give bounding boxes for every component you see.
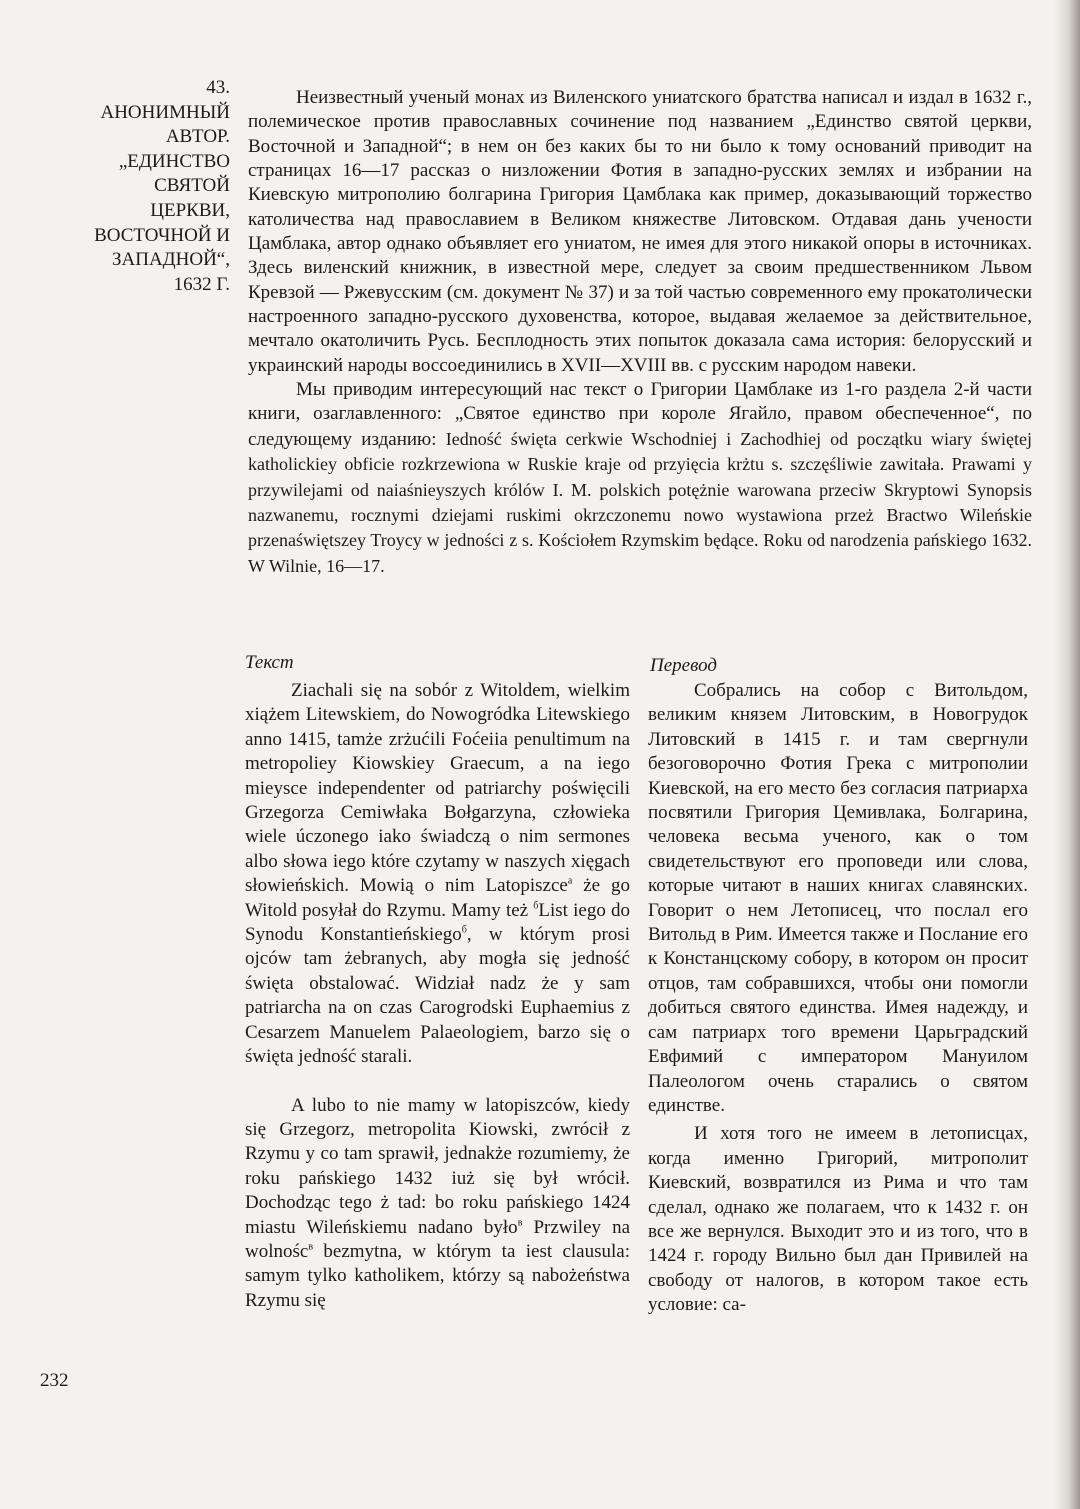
- footnote-marker: a: [567, 875, 573, 887]
- introduction: [248, 86, 1032, 579]
- text-fragment: , w którym prosi ojców tam żebranych, aby mogła się jedność święta obstalować. Widział nadz że y sam patriarcha na on czas Carogrodski Euphaemius z Cesarzem Manuelem Palaeologiem, barzo się o święta jedność starali.: [245, 924, 631, 1068]
- original-text-column: [245, 679, 630, 1313]
- intro-paragraph-2: [248, 378, 1032, 579]
- intro-paragraph-1: Неизвестный ученый монах из Виленского униатского братства написал и издал в 1632 г., полемическое против православных сочинение под названием „Единство святой церкви, Восточной и Западной“; в нем он без каких бы то ни было к тому оснований приводит на страницах 16—17 рассказ о низложении Фотия в западно-русских землях и избрании на Киевскую митрополию болгарина Григория Цамблака как пример, доказывающий торжество католичества над православием в Великом княжестве Литовском. Отдавая дань учености Цамблака, автор однако объявляет его униатом, не имея для этого никакой опоры в источниках. Здесь виленский книжник, в известной мере, следует за своим предшественником Львом Кревзой — Ржевусским (см. документ № 37) и за той частью современного ему прокатолически настроенного западно-русского духовенства, которое, выдавая желаемое за действительное, мечтало окатоличить Русь. Бесплодность этих попыток доказала сама история: белорусский и украинский народы воссоединились в XVII—XVIII вв. с русским народом навеки.: [248, 87, 1032, 376]
- intro-paragraph-2-russian: Мы приводим интересующий нас текст о Григории Цамблаке из 1-го раздела 2-й части книги, озаглавленного: „Святое единство при короле Ягайло, правом обеспеченное“, по следующему изданию:: [248, 379, 1032, 450]
- text-fragment: bezmytna, w którym ta iest clausula: samym tylko katholikem, którzy są nabożeństwa Rzymu się: [245, 1240, 630, 1311]
- text-fragment: List iego do Synodu Konstantieńskiego: [245, 899, 630, 946]
- text-column-heading: Текст: [245, 652, 294, 673]
- translation-paragraph-2: И хотя того не имеем в летописцах, когда именно Григорий, митрополит Киевский, возвратился из Рима и что там сделал, однако же полагаем, что к 1432 г. он все же вернулся. Выходит это и из того, что в 1424 г. городу Вильно был дан Привилей на свободу от налогов, в котором такое есть условие: са-: [648, 1123, 1028, 1316]
- book-spine-shadow: [1054, 0, 1080, 1509]
- original-text-paragraph-2: [245, 1094, 630, 1314]
- text-fragment: A lubo to nie mamy w latopiszców, kiedy się Grzegorz, metropolita Kiowski, zwrócił z Rzymu y co tam sprawił, jednakże rozumiemy, że roku pańskiego 1432 iuż się był wrócił. Dochodząc tego ż tad: bo roku pańskiego 1424 miastu Wileńskiemu nadano było: [245, 1094, 630, 1238]
- translation-column: [648, 679, 1028, 1318]
- sidebar-title-line: АНОНИМНЫЙ: [100, 101, 230, 123]
- document-number: 43.: [206, 77, 230, 98]
- document-sidebar-title: [40, 76, 230, 297]
- sidebar-title-line: „ЕДИНСТВО: [118, 150, 230, 172]
- text-fragment: Ziachali się na sobór z Witoldem, wielkim xiążem Litewskiem, do Nowogródka Litewskiego anno 1415, tamże zrżućili Foćeiia penultimum na metropoliey Kiowskiey Graecum, a na iego mieysce independenter od patriarchy poświęcili Grzegorza Cemiwłaka Bołgarzyna, człowieka wiele úczonego iako świadczą o nim sermones albo słowa iego które czytamy w naszych xięgach słowieńskich. Mowią o nim Latopiszce: [245, 680, 630, 897]
- original-text-paragraph-1: [245, 679, 630, 1070]
- sidebar-title-line: АВТОР.: [165, 126, 230, 148]
- translation-paragraph-1: Собрались на собор с Витольдом, великим князем Литовским, в Новогрудок Литовский в 1415 г. и там свергнули безоговорочно Фотия Грека с митрополии Киевской, на его место без согласия патриарха посвятили Григория Цемивлака, Болгарина, человека весьма ученого, как о том свидетельствуют его проповеди или слова, которые читают в наших книгах славянских. Говорит о нем Летописец, что послал его Витольд в Рим. Имеется также и Послание его к Констанцскому собору, в котором он просит отцов, там собравшихся, чтобы они помогли добиться святого единства. Имея надежду, и сам патриарх того времени Царьградский Евфимий с императором Мануилом Палеологом очень старались о святом единстве.: [648, 680, 1028, 1116]
- footnote-marker: в: [308, 1241, 314, 1253]
- translation-column-heading: Перевод: [650, 655, 717, 676]
- sidebar-title-line: СВЯТОЙ: [154, 175, 230, 197]
- footnote-marker: б: [461, 924, 467, 936]
- text-fragment: że go Witold posyłał do Rzymu. Mamy też: [245, 875, 630, 921]
- page-number: 232: [40, 1370, 69, 1391]
- sidebar-date: 1632 Г.: [173, 273, 230, 295]
- footnote-marker: б: [533, 900, 539, 912]
- sidebar-title-line: ЗАПАДНОЙ“,: [112, 249, 230, 271]
- text-fragment: Przwiley na wolnośc: [245, 1216, 631, 1262]
- footnote-marker: в: [517, 1217, 523, 1229]
- sidebar-title-line: ВОСТОЧНОЙ И: [94, 224, 230, 246]
- bibliographic-title-polish: Iedność święta cerkwie Wschodniej i Zachodhiej od początku wiary świętej katholickiey obficie rozkrzewiona w Ruskie kraje od przyięcia krżtu s. szczęśliwie zawitała. Prawami y przywilejami od naiaśnieyszych królów I. M. polskich potężnie warowana przeciw Skryptowi Synopsis nazwanemu, rocznymi dziejami ruskimi okrzczonemu nowo wystawiona przeż Bractwo Wileńskie przenaświętszey Troycy w jedności z s. Kościołem Rzymskim będące. Roku od narodzenia pańskiego 1632. W Wilnie, 16—17.: [248, 428, 1032, 576]
- sidebar-title-line: ЦЕРКВИ,: [150, 199, 230, 221]
